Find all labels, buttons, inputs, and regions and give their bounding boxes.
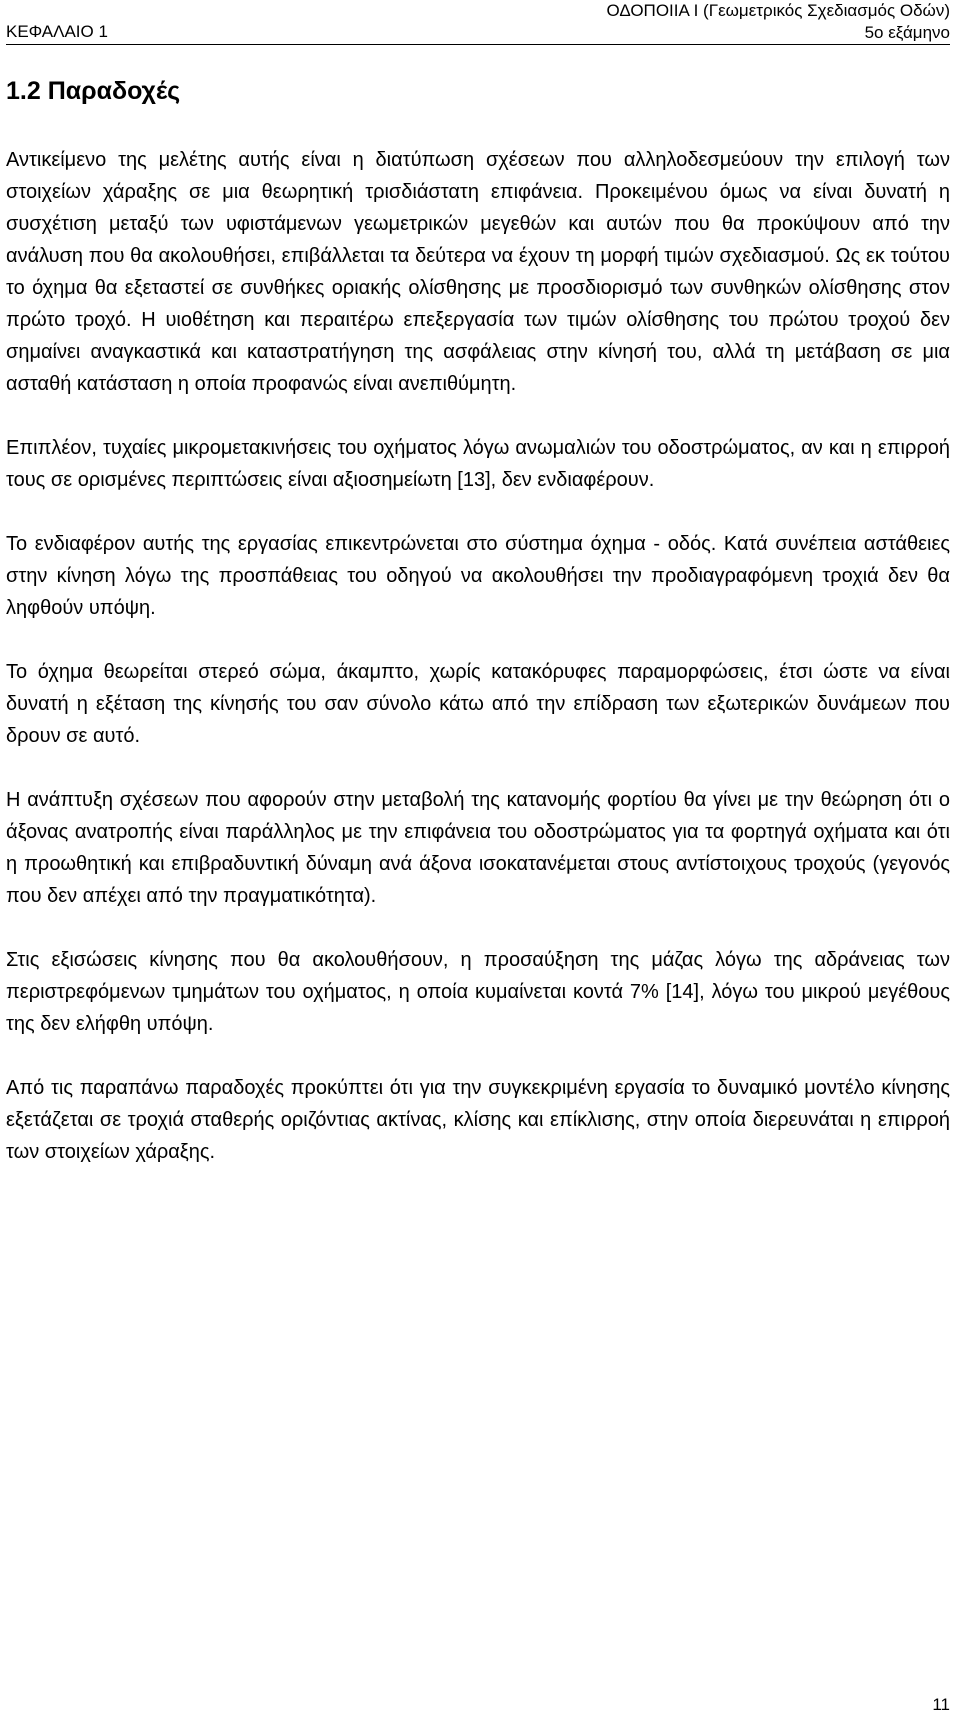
- header-course-info: [606, 0, 950, 44]
- paragraph-scope: Αντικείμενο της μελέτης αυτής είναι η διατύπωση σχέσεων που αλληλοδεσμεύουν την επιλογή των στοιχείων χάραξης σε μια θεωρητική τρισδιάστατη επιφάνεια. Προκειμένου όμως να είναι δυνατή η συσχέτιση μεταξύ των υφιστάμενων γεωμετρικών μεγεθών και αυτών που θα προκύψουν από την ανάλυση που θα ακολουθήσει, επιβάλλεται τα δεύτερα να έχουν τη μορφή τιμών σχεδιασμού. Ως εκ τούτου το όχημα θα εξεταστεί σε συνθήκες οριακής ολίσθησης με προσδιορισμό των συνθηκών ολίσθησης στον πρώτο τροχό. Η υιοθέτηση και περαιτέρω επεξεργασία των τιμών ολίσθησης του πρώτου τροχού δεν σημαίνει αναγκαστικά και καταστρατήγηση της ασφάλειας στην κίνησή του, αλλά τη μετάβαση σε μια ασταθή κατάσταση η οποία προφανώς είναι ανεπιθύμητη.: [6, 149, 950, 395]
- body-text: [6, 144, 950, 1200]
- section-title: 1.2 Παραδοχές: [6, 77, 181, 105]
- paragraph-vehicle-road-system: Το ενδιαφέρον αυτής της εργασίας επικεντρώνεται στο σύστημα όχημα - οδός. Κατά συνέπεια αστάθειες στην κίνηση λόγω της προσπάθειας του οδηγού να ακολουθήσει την προδιαγραφόμενη τροχιά δεν θα ληφθούν υπόψη.: [6, 533, 950, 619]
- paragraph-mass-increase: Στις εξισώσεις κίνησης που θα ακολουθήσουν, η προσαύξηση της μάζας λόγω της αδράνειας των περιστρεφόμενων τμημάτων του οχήματος, η οποία κυμαίνεται κοντά 7% [14], λόγω του μικρού μεγέθους της δεν ελήφθη υπόψη.: [6, 949, 950, 1035]
- paragraph-micro-movements: Επιπλέον, τυχαίες μικρομετακινήσεις του οχήματος λόγω ανωμαλιών του οδοστρώματος, αν και η επιρροή τους σε ορισμένες περιπτώσεις είναι αξιοσημείωτη [13], δεν ενδιαφέρουν.: [6, 437, 950, 491]
- page-number: 11: [932, 1695, 950, 1714]
- header-semester: 5ο εξάμηνο: [864, 23, 950, 42]
- paragraph-load-distribution: Η ανάπτυξη σχέσεων που αφορούν στην μεταβολή της κατανομής φορτίου θα γίνει με την θεώρηση ότι ο άξονας ανατροπής είναι παράλληλος με την επιφάνεια του οδοστρώματος για τα φορτηγά οχήματα και ότι η προωθητική και επιβραδυντική δύναμη ανά άξονα ισοκατανέμεται στους αντίστοιχους τροχούς (γεγονός που δεν απέχει από την πραγματικότητα).: [6, 789, 950, 907]
- paragraph-conclusion: Από τις παραπάνω παραδοχές προκύπτει ότι για την συγκεκριμένη εργασία το δυναμικό μοντέλο κίνησης εξετάζεται σε τροχιά σταθερής οριζόντιας ακτίνας, κλίσης και επίκλισης, στην οποία διερευνάται η επιρροή των στοιχείων χάραξης.: [6, 1077, 950, 1163]
- page-header: [6, 0, 950, 45]
- paragraph-rigid-body: Το όχημα θεωρείται στερεό σώμα, άκαμπτο, χωρίς κατακόρυφες παραμορφώσεις, έτσι ώστε να είναι δυνατή η εξέταση της κίνησής του σαν σύνολο κάτω από την επίδραση των εξωτερικών δυνάμεων που δρουν σε αυτό.: [6, 661, 950, 747]
- header-course-title: ΟΔΟΠΟΙΙΑ Ι (Γεωμετρικός Σχεδιασμός Οδών): [606, 1, 950, 20]
- header-chapter-label: ΚΕΦΑΛΑΙΟ 1: [6, 22, 108, 41]
